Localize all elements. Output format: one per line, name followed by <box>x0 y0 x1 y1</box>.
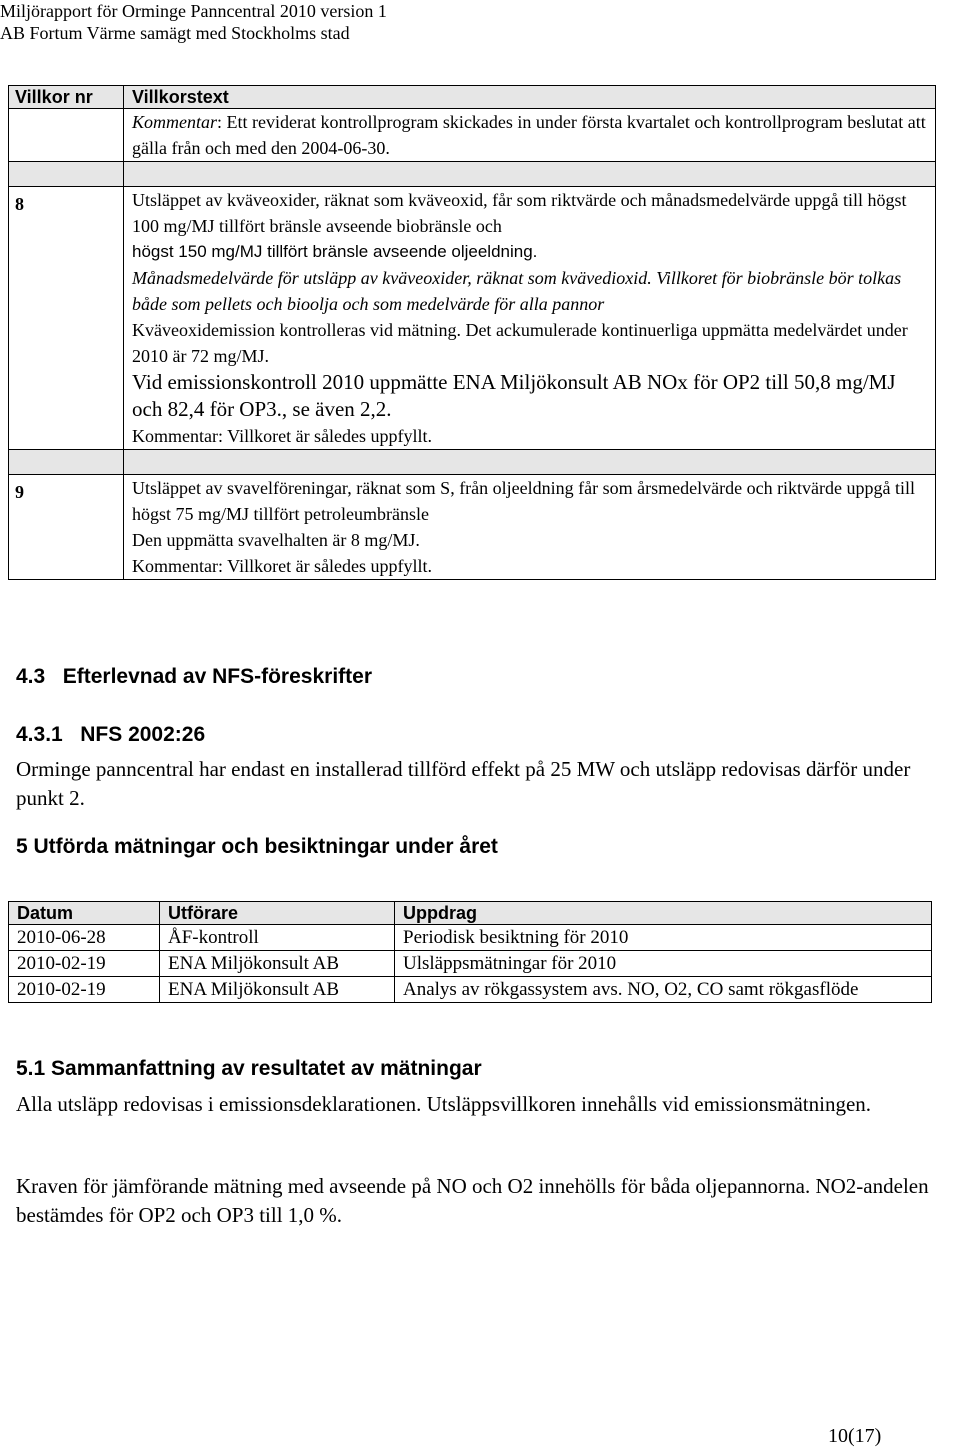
cell-utforare: ENA Miljökonsult AB <box>160 951 395 977</box>
summary-paragraph-1: Alla utsläpp redovisas i emissionsdeklarationen. Utsläppsvillkoren innehålls vid emissionsmätningen. <box>16 1092 872 1116</box>
header-report-title: Miljörapport för Orminge Panncentral 2010 version 1 <box>0 1 387 21</box>
villkor-comment-label: Kommentar: <box>132 426 223 446</box>
intro-comment <box>124 109 936 162</box>
cell-uppdrag: Ulsläppsmätningar för 2010 <box>395 951 932 977</box>
cell-datum: 2010-06-28 <box>9 925 160 951</box>
page-number: 10(17) <box>828 1425 882 1447</box>
measurements-table-header <box>9 902 932 925</box>
villkor-table <box>8 85 936 580</box>
cell-datum: 2010-02-19 <box>9 977 160 1003</box>
villkor-text <box>124 475 936 580</box>
measurements-table <box>8 901 932 1003</box>
villkor-number: 9 <box>9 475 124 580</box>
section-title: Efterlevnad av NFS-föreskrifter <box>62 665 372 688</box>
nfs-paragraph: Orminge panncentral har endast en installerad tillförd effekt på 25 MW och utsläpp redovisas därför under punkt 2. <box>16 757 911 810</box>
villkor-intro-row <box>9 109 936 162</box>
column-header-utforare: Utförare <box>160 902 395 925</box>
villkor-row-8 <box>9 187 936 450</box>
villkor-measurement: Den uppmätta svavelhalten är 8 mg/MJ. <box>132 530 420 550</box>
villkor-comment-label: Kommentar: <box>132 556 223 576</box>
cell-utforare: ÅF-kontroll <box>160 925 395 951</box>
villkor-text <box>124 187 936 450</box>
villkor-number: 8 <box>9 187 124 450</box>
intro-comment-text: : Ett reviderat kontrollprogram skickades in under första kvartalet och kontrollprogram beslutat att gälla från och med den 2004-06-30. <box>132 112 926 158</box>
column-header-uppdrag: Uppdrag <box>395 902 932 925</box>
header-company: AB Fortum Värme samägt med Stockholms stad <box>0 23 350 43</box>
section-number: 4.3.1 <box>16 723 63 746</box>
cell-utforare: ENA Miljökonsult AB <box>160 977 395 1003</box>
section-title: NFS 2002:26 <box>80 723 206 746</box>
villkor-comment-text: Villkoret är således uppfyllt. <box>227 556 433 576</box>
section-5-1-heading: 5.1 Sammanfattning av resultatet av mätningar <box>16 1057 482 1080</box>
villkor-emission-control: Vid emissionskontroll 2010 uppmätte ENA Miljökonsult AB NOx för OP2 till 50,8 mg/MJ och 82,4 för OP3., se även 2,2. <box>132 370 896 421</box>
summary-paragraph-2: Kraven för jämförande mätning med avseende på NO och O2 innehölls för båda oljepannorna. NO2-andelen bestämdes för OP2 och OP3 till 1,0 %. <box>16 1174 929 1227</box>
cell-uppdrag: Analys av rökgassystem avs. NO, O2, CO samt rökgasflöde <box>395 977 932 1003</box>
villkor-table-header <box>9 86 936 109</box>
section-4-3-heading <box>16 664 372 690</box>
intro-comment-label: Kommentar <box>132 112 217 132</box>
section-5-heading: 5 Utförda mätningar och besiktningar under året <box>16 835 498 858</box>
villkor-nr-header: Villkor nr <box>9 86 124 109</box>
villkor-note: Månadsmedelvärde för utsläpp av kväveoxider, räknat som kvävedioxid. Villkoret för biobränsle bör tolkas både som pellets och bioolja och som medelvärde för alla pannor <box>132 268 902 314</box>
page-header <box>0 0 480 44</box>
villkor-requirement-oil: högst 150 mg/MJ tillfört bränsle avseende oljeeldning. <box>132 242 538 261</box>
villkor-measurement: Kväveoxidemission kontrolleras vid mätning. Det ackumulerade kontinuerliga uppmätta medelvärdet under 2010 är 72 mg/MJ. <box>132 320 908 366</box>
villkor-requirement: Utsläppet av kväveoxider, räknat som kväveoxid, får som riktvärde och månadsmedelvärde uppgå till högst 100 mg/MJ tillfört bränsle avseende biobränsle och <box>132 190 907 236</box>
cell-datum: 2010-02-19 <box>9 951 160 977</box>
section-number: 4.3 <box>16 665 46 688</box>
villkor-comment <box>132 553 931 579</box>
villkor-row-9 <box>9 475 936 580</box>
table-spacer-row <box>9 450 936 475</box>
villkorstext-header: Villkorstext <box>124 86 936 109</box>
villkor-requirement: Utsläppet av svavelföreningar, räknat som S, från oljeeldning får som årsmedelvärde och riktvärde uppgå till högst 75 mg/MJ tillfört petroleumbränsle <box>132 478 916 524</box>
table-row <box>9 925 932 951</box>
table-row <box>9 977 932 1003</box>
cell-uppdrag: Periodisk besiktning för 2010 <box>395 925 932 951</box>
villkor-comment-text: Villkoret är således uppfyllt. <box>227 426 433 446</box>
villkor-comment <box>132 423 931 449</box>
table-spacer-row <box>9 162 936 187</box>
table-row <box>9 951 932 977</box>
column-header-datum: Datum <box>9 902 160 925</box>
section-4-3-1-heading <box>16 722 205 748</box>
